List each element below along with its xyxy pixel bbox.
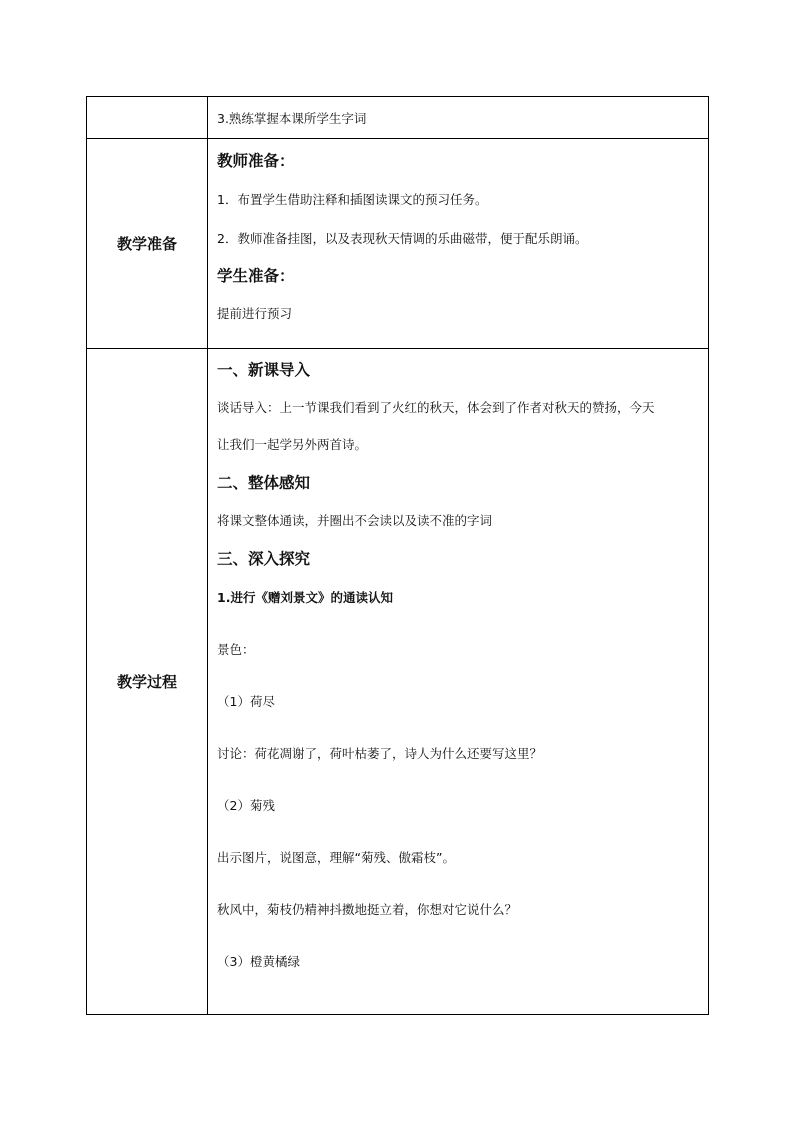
text-line: 出示图片，说图意，理解“菊残、傲霜枝”。: [217, 850, 455, 865]
text-line: （3）橙黄橘绿: [217, 954, 300, 969]
lesson-plan-table: [86, 96, 709, 1015]
row-label-process: 教学过程: [87, 349, 208, 1015]
section-heading: 二、整体感知: [217, 474, 311, 492]
sub-heading: 1.进行《赠刘景文》的通读认知: [217, 590, 393, 605]
text-line: 1．布置学生借助注释和插图读课文的预习任务。: [217, 192, 488, 207]
row-content: [208, 97, 709, 139]
text-line: 2．教师准备挂图，以及表现秋天情调的乐曲磁带，便于配乐朗诵。: [217, 231, 588, 246]
table-row: [87, 139, 709, 349]
section-heading: 三、深入探究: [217, 550, 311, 568]
table-row: [87, 97, 709, 139]
row-label-preparation: 教学准备: [87, 139, 208, 349]
text-line: 谈话导入：上一节课我们看到了火红的秋天，体会到了作者对秋天的赞扬，今天: [217, 400, 655, 415]
preparation-content: [208, 139, 709, 349]
teacher-prep-heading: 教师准备：: [217, 152, 295, 170]
text-line: （2）菊残: [217, 798, 275, 813]
text-line: （1）荷尽: [217, 694, 275, 709]
text-line: 提前进行预习: [217, 306, 293, 321]
text-line: 景色：: [217, 642, 255, 657]
text-line: 秋风中，菊枝仍精神抖擞地挺立着，你想对它说什么？: [217, 902, 518, 917]
section-heading: 一、新课导入: [217, 361, 311, 379]
process-content: [208, 349, 709, 1015]
objective-line: 3.熟练掌握本课所学生字词: [217, 111, 367, 126]
text-line: 讨论：荷花凋谢了，荷叶枯萎了，诗人为什么还要写这里？: [217, 746, 543, 761]
row-label: [87, 97, 208, 139]
student-prep-heading: 学生准备：: [217, 267, 295, 285]
table-row: [87, 349, 709, 1015]
text-line: 让我们一起学另外两首诗。: [217, 437, 368, 452]
text-line: 将课文整体通读，并圈出不会读以及读不准的字词: [217, 513, 493, 528]
